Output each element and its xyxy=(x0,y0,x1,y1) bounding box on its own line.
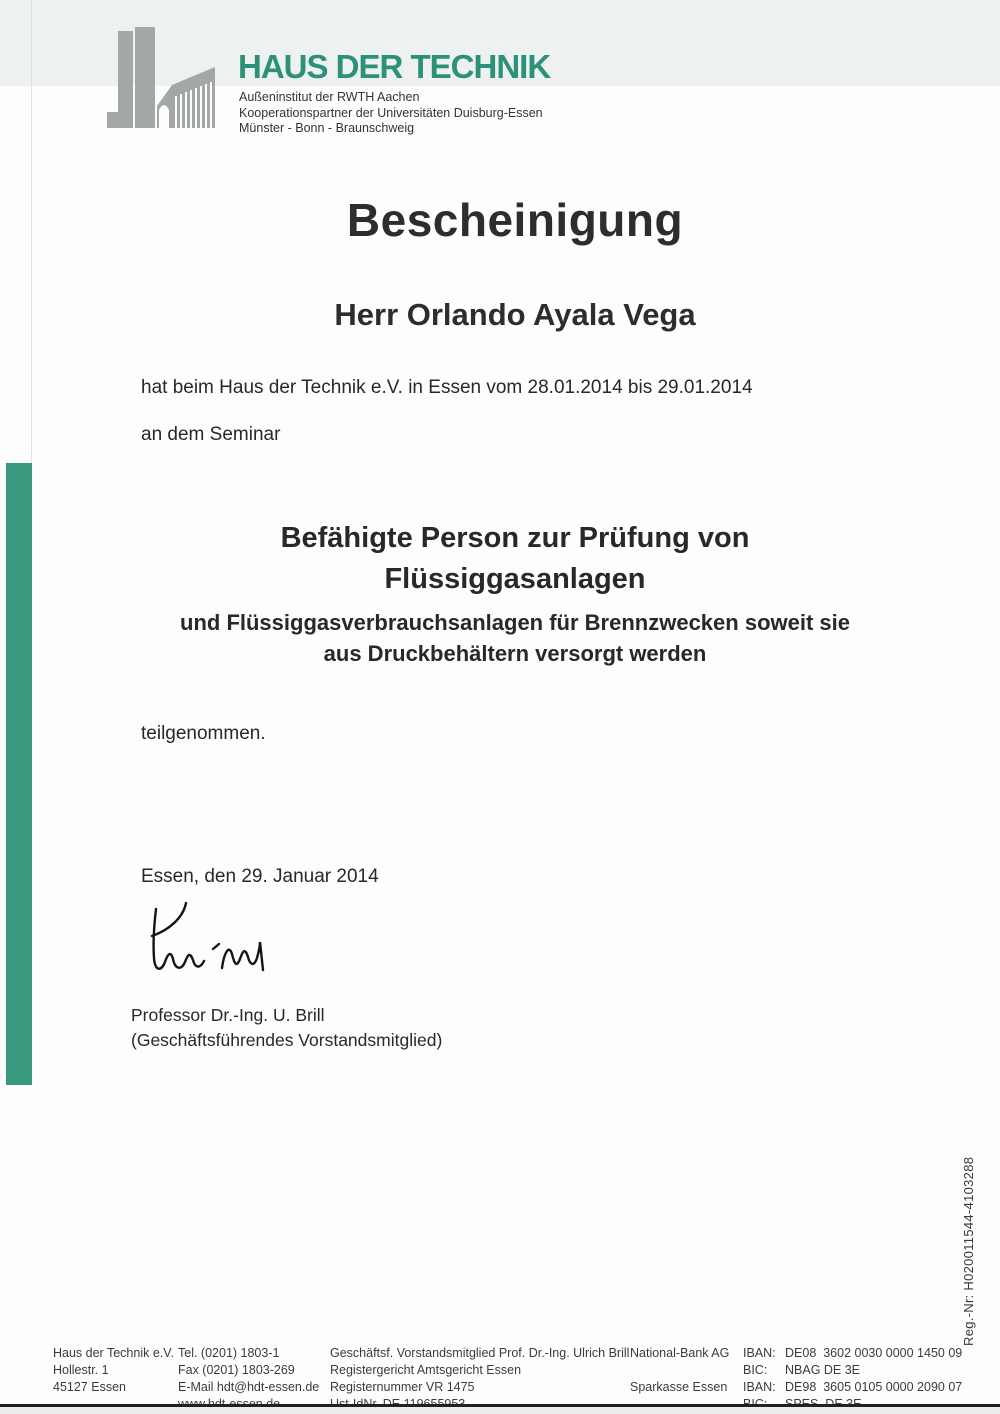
footer-phone: Tel. (0201) 1803-1 xyxy=(178,1346,280,1360)
seminar-subtitle-line2: aus Druckbehältern versorgt werden xyxy=(323,641,707,666)
footer-contact xyxy=(178,1345,319,1413)
brand-subtitle-line1: Außeninstitut der RWTH Aachen xyxy=(239,90,420,104)
seminar-lead: an dem Seminar xyxy=(141,424,281,445)
brand-name: HAUS DER TECHNIK xyxy=(238,48,551,85)
bic-label-1: BIC: xyxy=(743,1363,768,1377)
footer-register-number: Registernummer VR 1475 xyxy=(330,1380,475,1394)
iban-label-1: IBAN: xyxy=(743,1346,776,1360)
closing-line: teilgenommen. xyxy=(141,723,266,744)
footer-org-name: Haus der Technik e.V. xyxy=(53,1346,174,1360)
footer-director: Geschäftsf. Vorstandsmitglied Prof. Dr.-Ing. Ulrich Brill xyxy=(330,1346,630,1360)
page-bottom-edge xyxy=(0,1407,1000,1414)
footer-address xyxy=(53,1345,174,1396)
seminar-title xyxy=(30,518,1000,600)
footer-street: Hollestr. 1 xyxy=(53,1363,109,1377)
iban-value-2: DE98 3605 0105 0000 2090 07 xyxy=(785,1380,963,1394)
footer-bank-2: Sparkasse Essen xyxy=(630,1380,728,1394)
hdt-building-logo-icon xyxy=(95,22,220,130)
recipient-name: Herr Orlando Ayala Vega xyxy=(334,297,696,332)
bic-value-1: NBAG DE 3E xyxy=(785,1363,861,1377)
footer-city: 45127 Essen xyxy=(53,1380,126,1394)
footer-account-labels xyxy=(743,1345,776,1413)
footer-bank-1: National-Bank AG xyxy=(630,1346,730,1360)
left-green-bar xyxy=(6,463,32,1085)
footer-register-court: Registergericht Amtsgericht Essen xyxy=(330,1363,522,1377)
document-title: Bescheinigung xyxy=(346,194,684,246)
footer-fax: Fax (0201) 1803-269 xyxy=(178,1363,295,1377)
footer-legal xyxy=(330,1345,629,1413)
intro-line: hat beim Haus der Technik e.V. in Essen vom 28.01.2014 bis 29.01.2014 xyxy=(141,377,753,398)
seminar-title-line2: Flüssiggasanlagen xyxy=(384,563,646,595)
signature xyxy=(133,896,293,1011)
footer-email: E-Mail hdt@hdt-essen.de xyxy=(178,1380,320,1394)
signer-role: (Geschäftsführendes Vorstandsmitglied) xyxy=(131,1029,443,1050)
place-date: Essen, den 29. Januar 2014 xyxy=(141,866,379,887)
iban-label-2: IBAN: xyxy=(743,1380,776,1394)
signer-block xyxy=(131,1003,442,1052)
seminar-subtitle-line1: und Flüssiggasverbrauchsanlagen für Brennzwecken soweit sie xyxy=(180,610,850,635)
seminar-subtitle xyxy=(30,607,1000,669)
brand-subtitle-line3: Münster - Bonn - Braunschweig xyxy=(239,121,415,135)
iban-value-1: DE08 3602 0030 0000 1450 09 xyxy=(785,1346,963,1360)
footer-account-values xyxy=(785,1345,962,1413)
signer-name: Professor Dr.-Ing. U. Brill xyxy=(131,1005,325,1025)
registration-number: Reg.-Nr: H020011544-4103288 xyxy=(961,1156,976,1346)
brand-subtitle-line2: Kooperationspartner der Universitäten Duisburg-Essen xyxy=(239,105,543,120)
brand-subtitle xyxy=(239,90,543,137)
seminar-title-line1: Befähigte Person zur Prüfung von xyxy=(280,522,750,554)
